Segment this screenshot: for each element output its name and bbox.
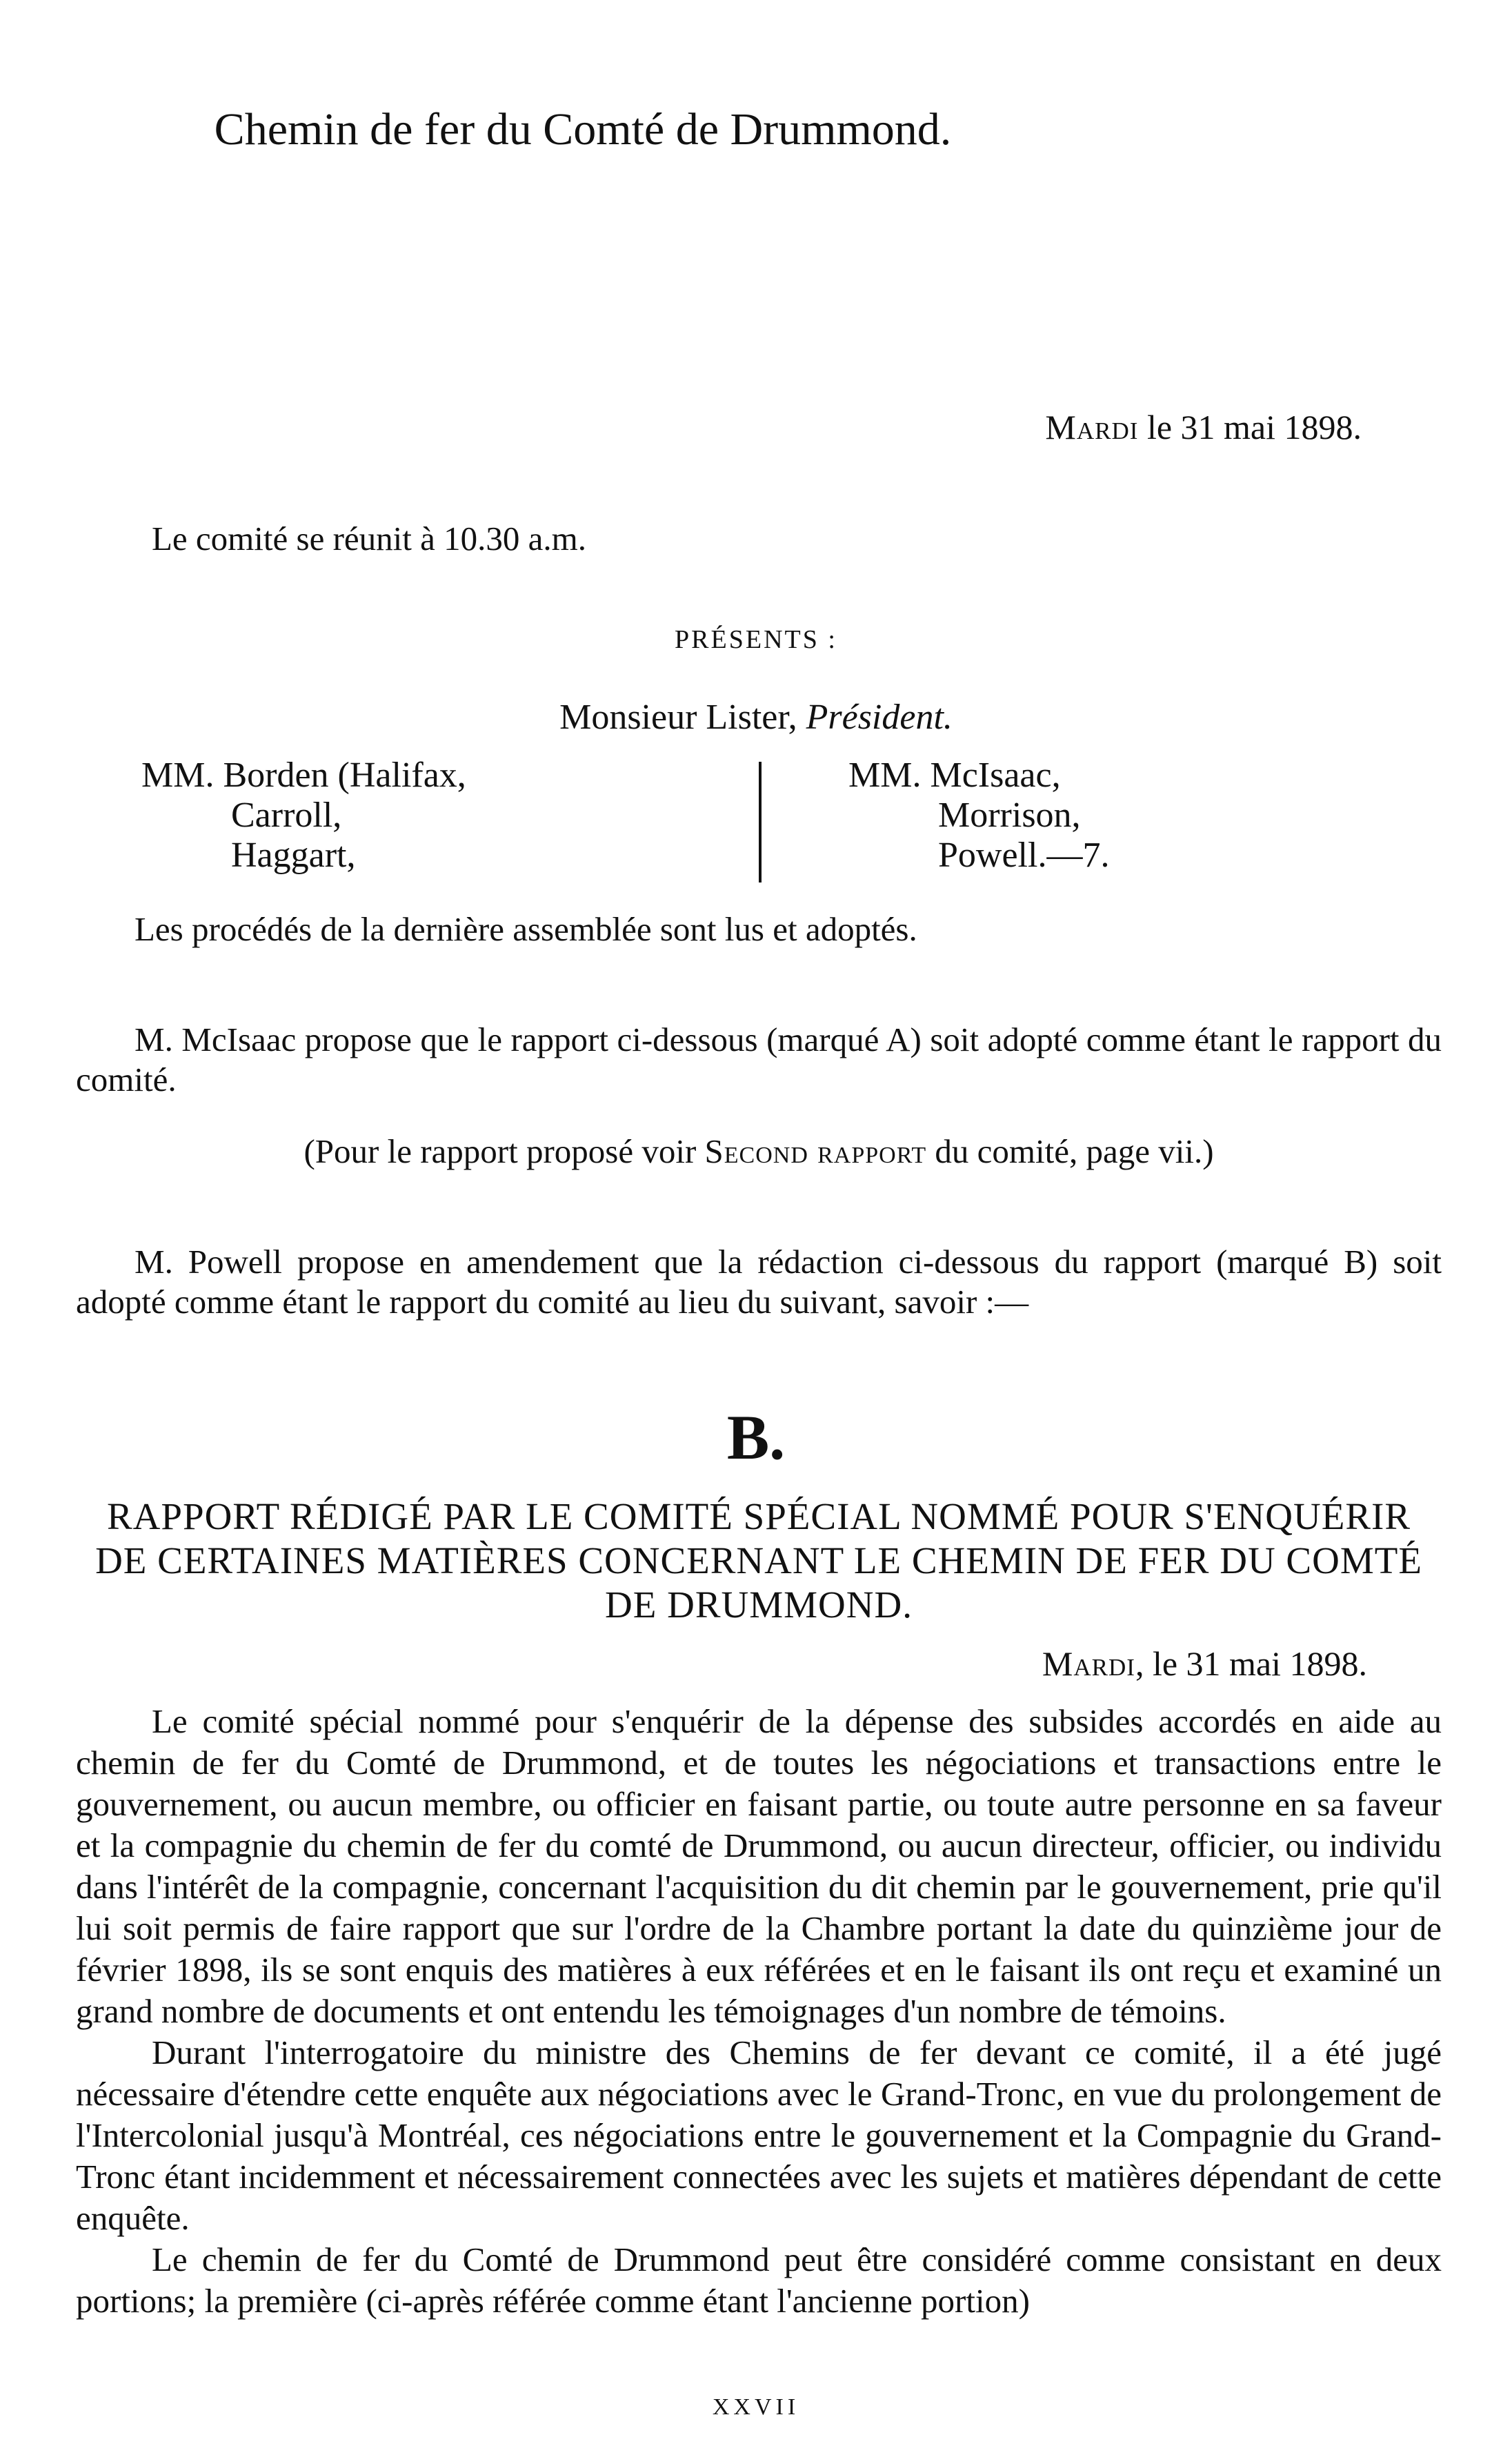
report-heading: RAPPORT RÉDIGÉ PAR LE COMITÉ SPÉCIAL NOMMÉ POUR S'ENQUÉRIR DE CERTAINES MATIÈRES CONCERNANT LE CHEMIN DE FER DU COMTÉ DE DRUMMOND. xyxy=(95,1495,1422,1626)
report-date-rest: , le 31 mai 1898. xyxy=(1135,1644,1367,1683)
page-title: Chemin de fer du Comté de Drummond. xyxy=(214,104,952,155)
minutes-paragraph: Les procédés de la dernière assemblée sont lus et adoptés. xyxy=(135,910,917,948)
presents-label: PRÉSENTS : xyxy=(675,625,837,654)
member-entry: Carroll, xyxy=(231,796,342,835)
date-rest: le 31 mai 1898. xyxy=(1138,408,1362,446)
president-title: Président. xyxy=(806,698,953,737)
page-number: XXVII xyxy=(712,2394,800,2420)
member-entry: Haggart, xyxy=(231,836,356,875)
report-date-day: Mardi xyxy=(1042,1644,1135,1683)
report-paragraph: Durant l'interrogatoire du ministre des Chemins de fer devant ce comité, il a été jugé nécessaire d'étendre cette enquête aux négociations avec le Grand-Tronc, en vue du prolongement de l'Intercolonial jusqu'à Montréal, ces négociations entre le gouvernement et la Compagnie du Grand-Tronc étant incidemment et nécessairement connectées avec les sujets et matières dépendant de cette enquête. xyxy=(76,2033,1442,2237)
report-letter: B. xyxy=(726,1402,786,1472)
note-prefix: (Pour le rapport proposé voir xyxy=(304,1132,705,1170)
report-paragraph: Le comité spécial nommé pour s'enquérir de la dépense des subsides accordés en aide au chemin de fer du Comté de Drummond, et de toutes les négociations et transactions entre le gouvernement, ou aucun membre, ou officier en faisant partie, ou toute autre personne en sa faveur et la compagnie du chemin de fer du comté de Drummond, ou aucun directeur, officier, ou individu dans l'intérêt de la compagnie, concernant l'acquisition du dit chemin par le gouvernement, prie qu'il lui soit permis de faire rapport que sur l'ordre de la Chambre portant la date du quinzième jour de février 1898, ils se sont enquis des matières à eux référées et en le faisant ils ont reçu et examiné un grand nombre de documents et ont entendu les témoignages d'un nombre de témoins. xyxy=(76,1702,1442,2030)
member-entry: MM. Borden (Halifax, xyxy=(141,756,466,795)
column-divider xyxy=(759,762,762,883)
note-small-caps: Second rapport xyxy=(704,1132,927,1170)
member-entry: Morrison, xyxy=(938,796,1081,835)
members-left-column xyxy=(141,756,466,876)
member-entry: Powell.—7. xyxy=(938,836,1110,875)
report-body xyxy=(76,1701,1442,2322)
report-date xyxy=(1042,1644,1367,1684)
meeting-opening: Le comité se réunit à 10.30 a.m. xyxy=(152,520,586,558)
date-day: Mardi xyxy=(1045,408,1139,446)
president-name: Monsieur Lister, xyxy=(559,698,806,737)
motion-a-paragraph: M. McIsaac propose que le rapport ci-dessous (marqué A) soit adopté comme étant le rapport du comité. xyxy=(76,1021,1442,1098)
motion-b-paragraph: M. Powell propose en amendement que la rédaction ci-dessous du rapport (marqué B) soit adopté comme étant le rapport du comité au lieu du suivant, savoir :— xyxy=(76,1243,1442,1321)
president-line xyxy=(0,697,1512,738)
note-suffix: du comité, page vii.) xyxy=(926,1132,1214,1170)
meeting-date xyxy=(1045,407,1362,447)
report-paragraph: Le chemin de fer du Comté de Drummond peut être considéré comme consistant en deux portions; la première (ci-après référée comme étant l'ancienne portion) xyxy=(76,2240,1442,2320)
members-right-column xyxy=(848,756,1109,876)
member-entry: MM. McIsaac, xyxy=(848,756,1061,795)
note-paragraph xyxy=(76,1132,1442,1172)
